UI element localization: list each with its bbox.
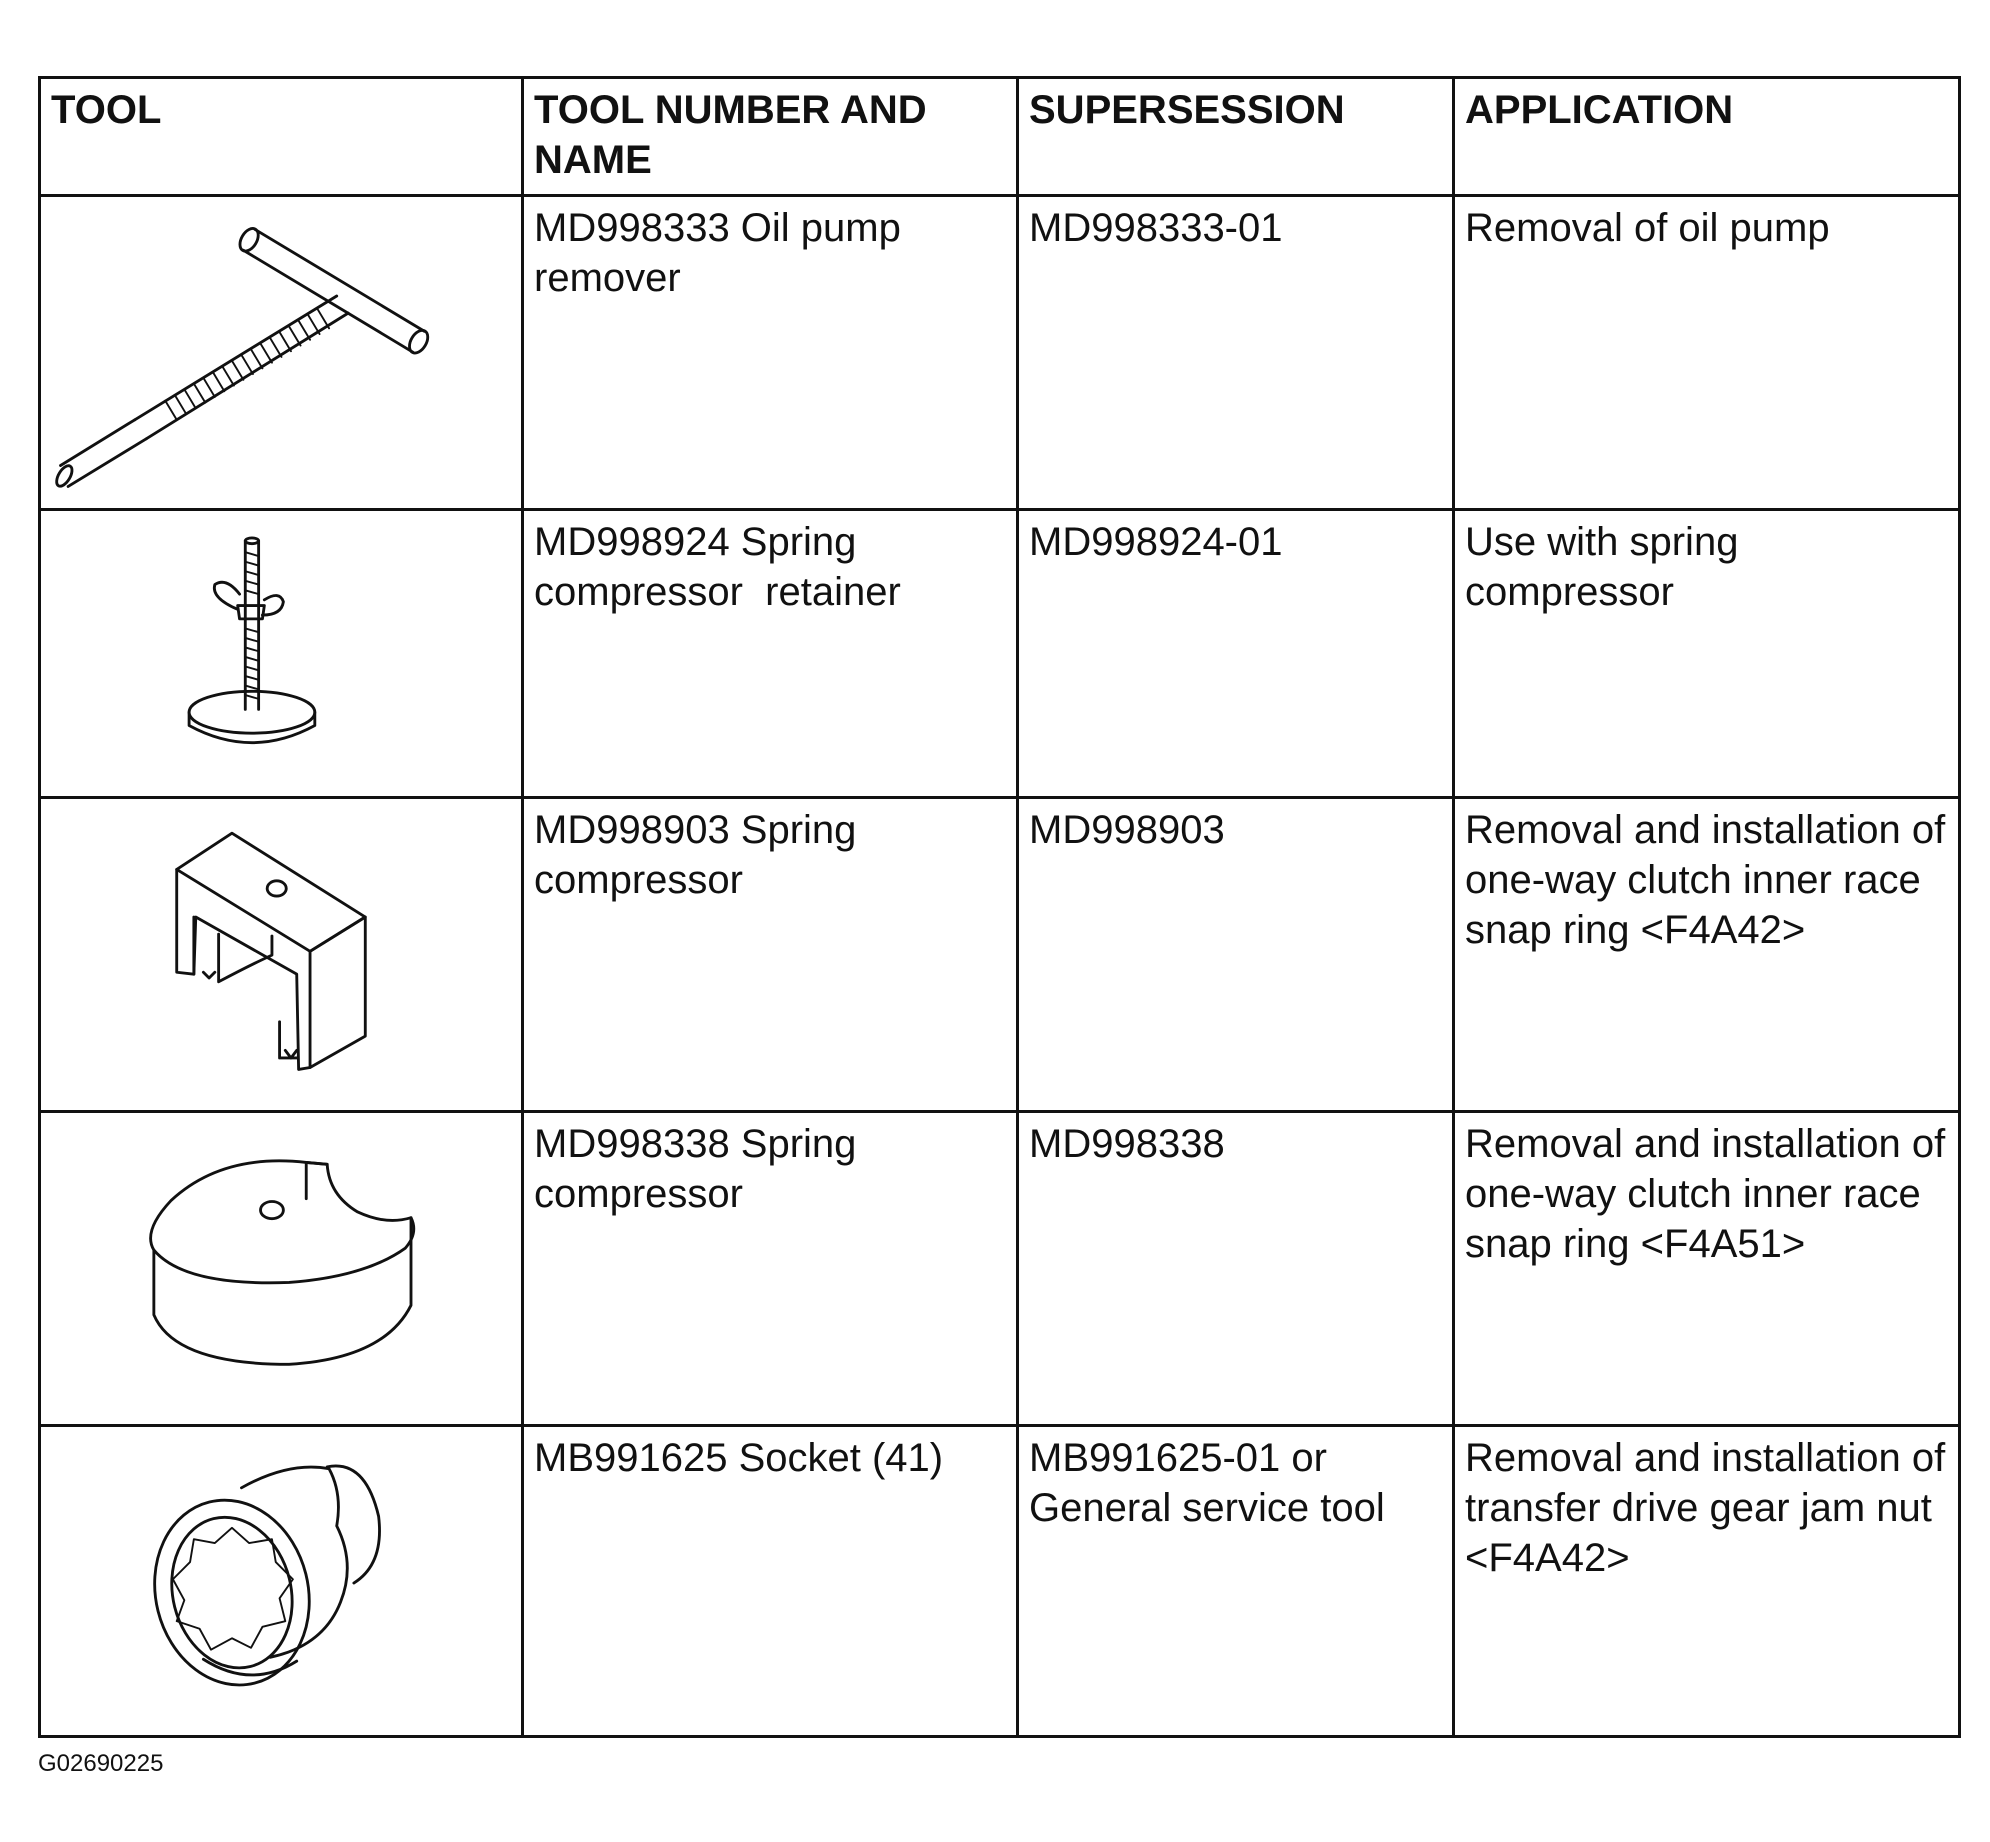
figure-id: G02690225 xyxy=(38,1750,164,1777)
socket-icon xyxy=(51,1433,511,1735)
table-row xyxy=(40,510,1960,798)
table-row xyxy=(40,798,1960,1112)
supersession-value: MD998333-01 xyxy=(1018,196,1454,510)
application-text: Removal and installation of one-way clutch inner race snap ring <F4A42> xyxy=(1454,798,1960,1112)
application-text: Removal and installation of transfer drive gear jam nut <F4A42> xyxy=(1454,1426,1960,1737)
tool-number-name: MD998924 Spring compressor retainer xyxy=(523,510,1018,798)
tool-number-name: MD998338 Spring compressor xyxy=(523,1112,1018,1426)
header-tool: TOOL xyxy=(40,78,523,196)
tool-number-name: MB991625 Socket (41) xyxy=(523,1426,1018,1737)
application-text: Use with spring compressor xyxy=(1454,510,1960,798)
tool-image-cell xyxy=(40,1112,523,1426)
header-application: APPLICATION xyxy=(1454,78,1960,196)
special-tools-table xyxy=(38,76,1961,1738)
supersession-value: MB991625-01 or General service tool xyxy=(1018,1426,1454,1737)
supersession-value: MD998924-01 xyxy=(1018,510,1454,798)
header-supersession: SUPERSESSION xyxy=(1018,78,1454,196)
application-text: Removal and installation of one-way clutch inner race snap ring <F4A51> xyxy=(1454,1112,1960,1426)
tool-image-cell xyxy=(40,1426,523,1737)
tool-image-cell xyxy=(40,196,523,510)
supersession-value: MD998903 xyxy=(1018,798,1454,1112)
header-tool-number-name: TOOL NUMBER AND NAME xyxy=(523,78,1018,196)
tool-number-name: MD998333 Oil pump remover xyxy=(523,196,1018,510)
round-compressor-icon xyxy=(51,1119,511,1424)
tool-image-cell xyxy=(40,798,523,1112)
wing-nut-retainer-icon xyxy=(51,517,511,796)
table-row xyxy=(40,196,1960,510)
bracket-compressor-icon xyxy=(51,805,511,1110)
tool-number-name: MD998903 Spring compressor xyxy=(523,798,1018,1112)
application-text: Removal of oil pump xyxy=(1454,196,1960,510)
tool-image-cell xyxy=(40,510,523,798)
t-handle-puller-icon xyxy=(51,203,511,508)
table-row xyxy=(40,1112,1960,1426)
supersession-value: MD998338 xyxy=(1018,1112,1454,1426)
header-row xyxy=(40,78,1960,196)
table-row xyxy=(40,1426,1960,1737)
